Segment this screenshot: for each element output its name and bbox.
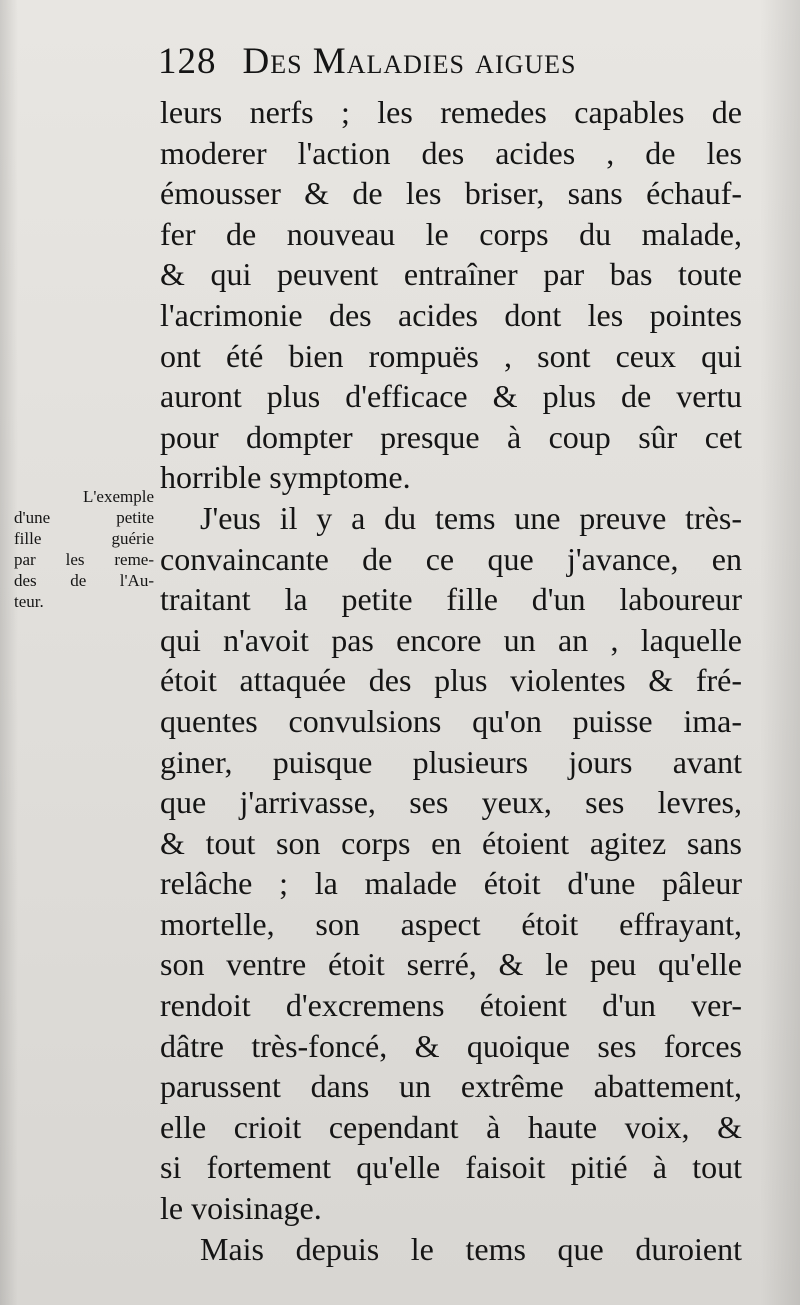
margin-note-line: d'une petite — [14, 508, 154, 527]
text-line: auront plus d'efficace & plus de vertu — [160, 378, 742, 415]
text-line: ont été bien rompuës , sont ceux qui — [160, 337, 742, 374]
text-line: l'acrimonie des acides dont les pointes — [160, 296, 742, 333]
text-line: J'eus il y a du tems une preuve très- — [200, 499, 742, 536]
body-text — [160, 92, 742, 1269]
margin-note-line: teur. — [14, 592, 44, 611]
text-line: elle crioit cependant à haute voix, & — [160, 1108, 742, 1145]
text-line: son ventre étoit serré, & le peu qu'elle — [160, 946, 742, 983]
text-line: relâche ; la malade étoit d'une pâleur — [160, 865, 742, 902]
text-line: que j'arrivasse, ses yeux, ses levres, — [160, 784, 742, 821]
text-line: quentes convulsions qu'on puisse ima- — [160, 702, 742, 739]
text-line: rendoit d'excremens étoient d'un ver- — [160, 987, 742, 1024]
text-line: fer de nouveau le corps du malade, — [160, 215, 742, 252]
text-line: giner, puisque plusieurs jours avant — [160, 743, 742, 780]
text-line: & tout son corps en étoient agitez sans — [160, 824, 742, 861]
page-number: 128 — [158, 41, 217, 82]
text-line: qui n'avoit pas encore un an , laquelle — [160, 621, 742, 658]
text-line: moderer l'action des acides , de les — [160, 134, 742, 171]
text-line: leurs nerfs ; les remedes capables de — [160, 94, 742, 130]
text-line: dâtre très-foncé, & quoique ses forces — [160, 1027, 742, 1064]
text-line: & qui peuvent entraîner par bas toute — [160, 256, 742, 293]
text-line: émousser & de les briser, sans échauf- — [160, 175, 742, 212]
text-line: étoit attaquée des plus violentes & fré- — [160, 662, 742, 699]
text-line: parussent dans un extrême abattement, — [160, 1068, 742, 1105]
margin-note-line: L'exemple — [82, 487, 154, 506]
text-line: le voisinage. — [160, 1190, 322, 1227]
text-line: Mais depuis le tems que duroient — [200, 1230, 742, 1267]
text-line: mortelle, son aspect étoit effrayant, — [160, 905, 742, 942]
margin-note-line: des de l'Au- — [14, 571, 154, 590]
margin-note-line: par les reme- — [14, 550, 154, 569]
text-line: si fortement qu'elle faisoit pitié à tout — [160, 1149, 742, 1186]
page-header — [158, 40, 678, 90]
margin-note-line: fille guérie — [14, 529, 154, 548]
margin-note — [14, 486, 154, 612]
text-line: horrible symptome. — [160, 459, 411, 496]
text-line: traitant la petite fille d'un laboureur — [160, 581, 742, 618]
text-line: convaincante de ce que j'avance, en — [160, 540, 742, 577]
running-title: Des Maladies aigues — [242, 41, 577, 82]
text-line: pour dompter presque à coup sûr cet — [160, 418, 742, 455]
